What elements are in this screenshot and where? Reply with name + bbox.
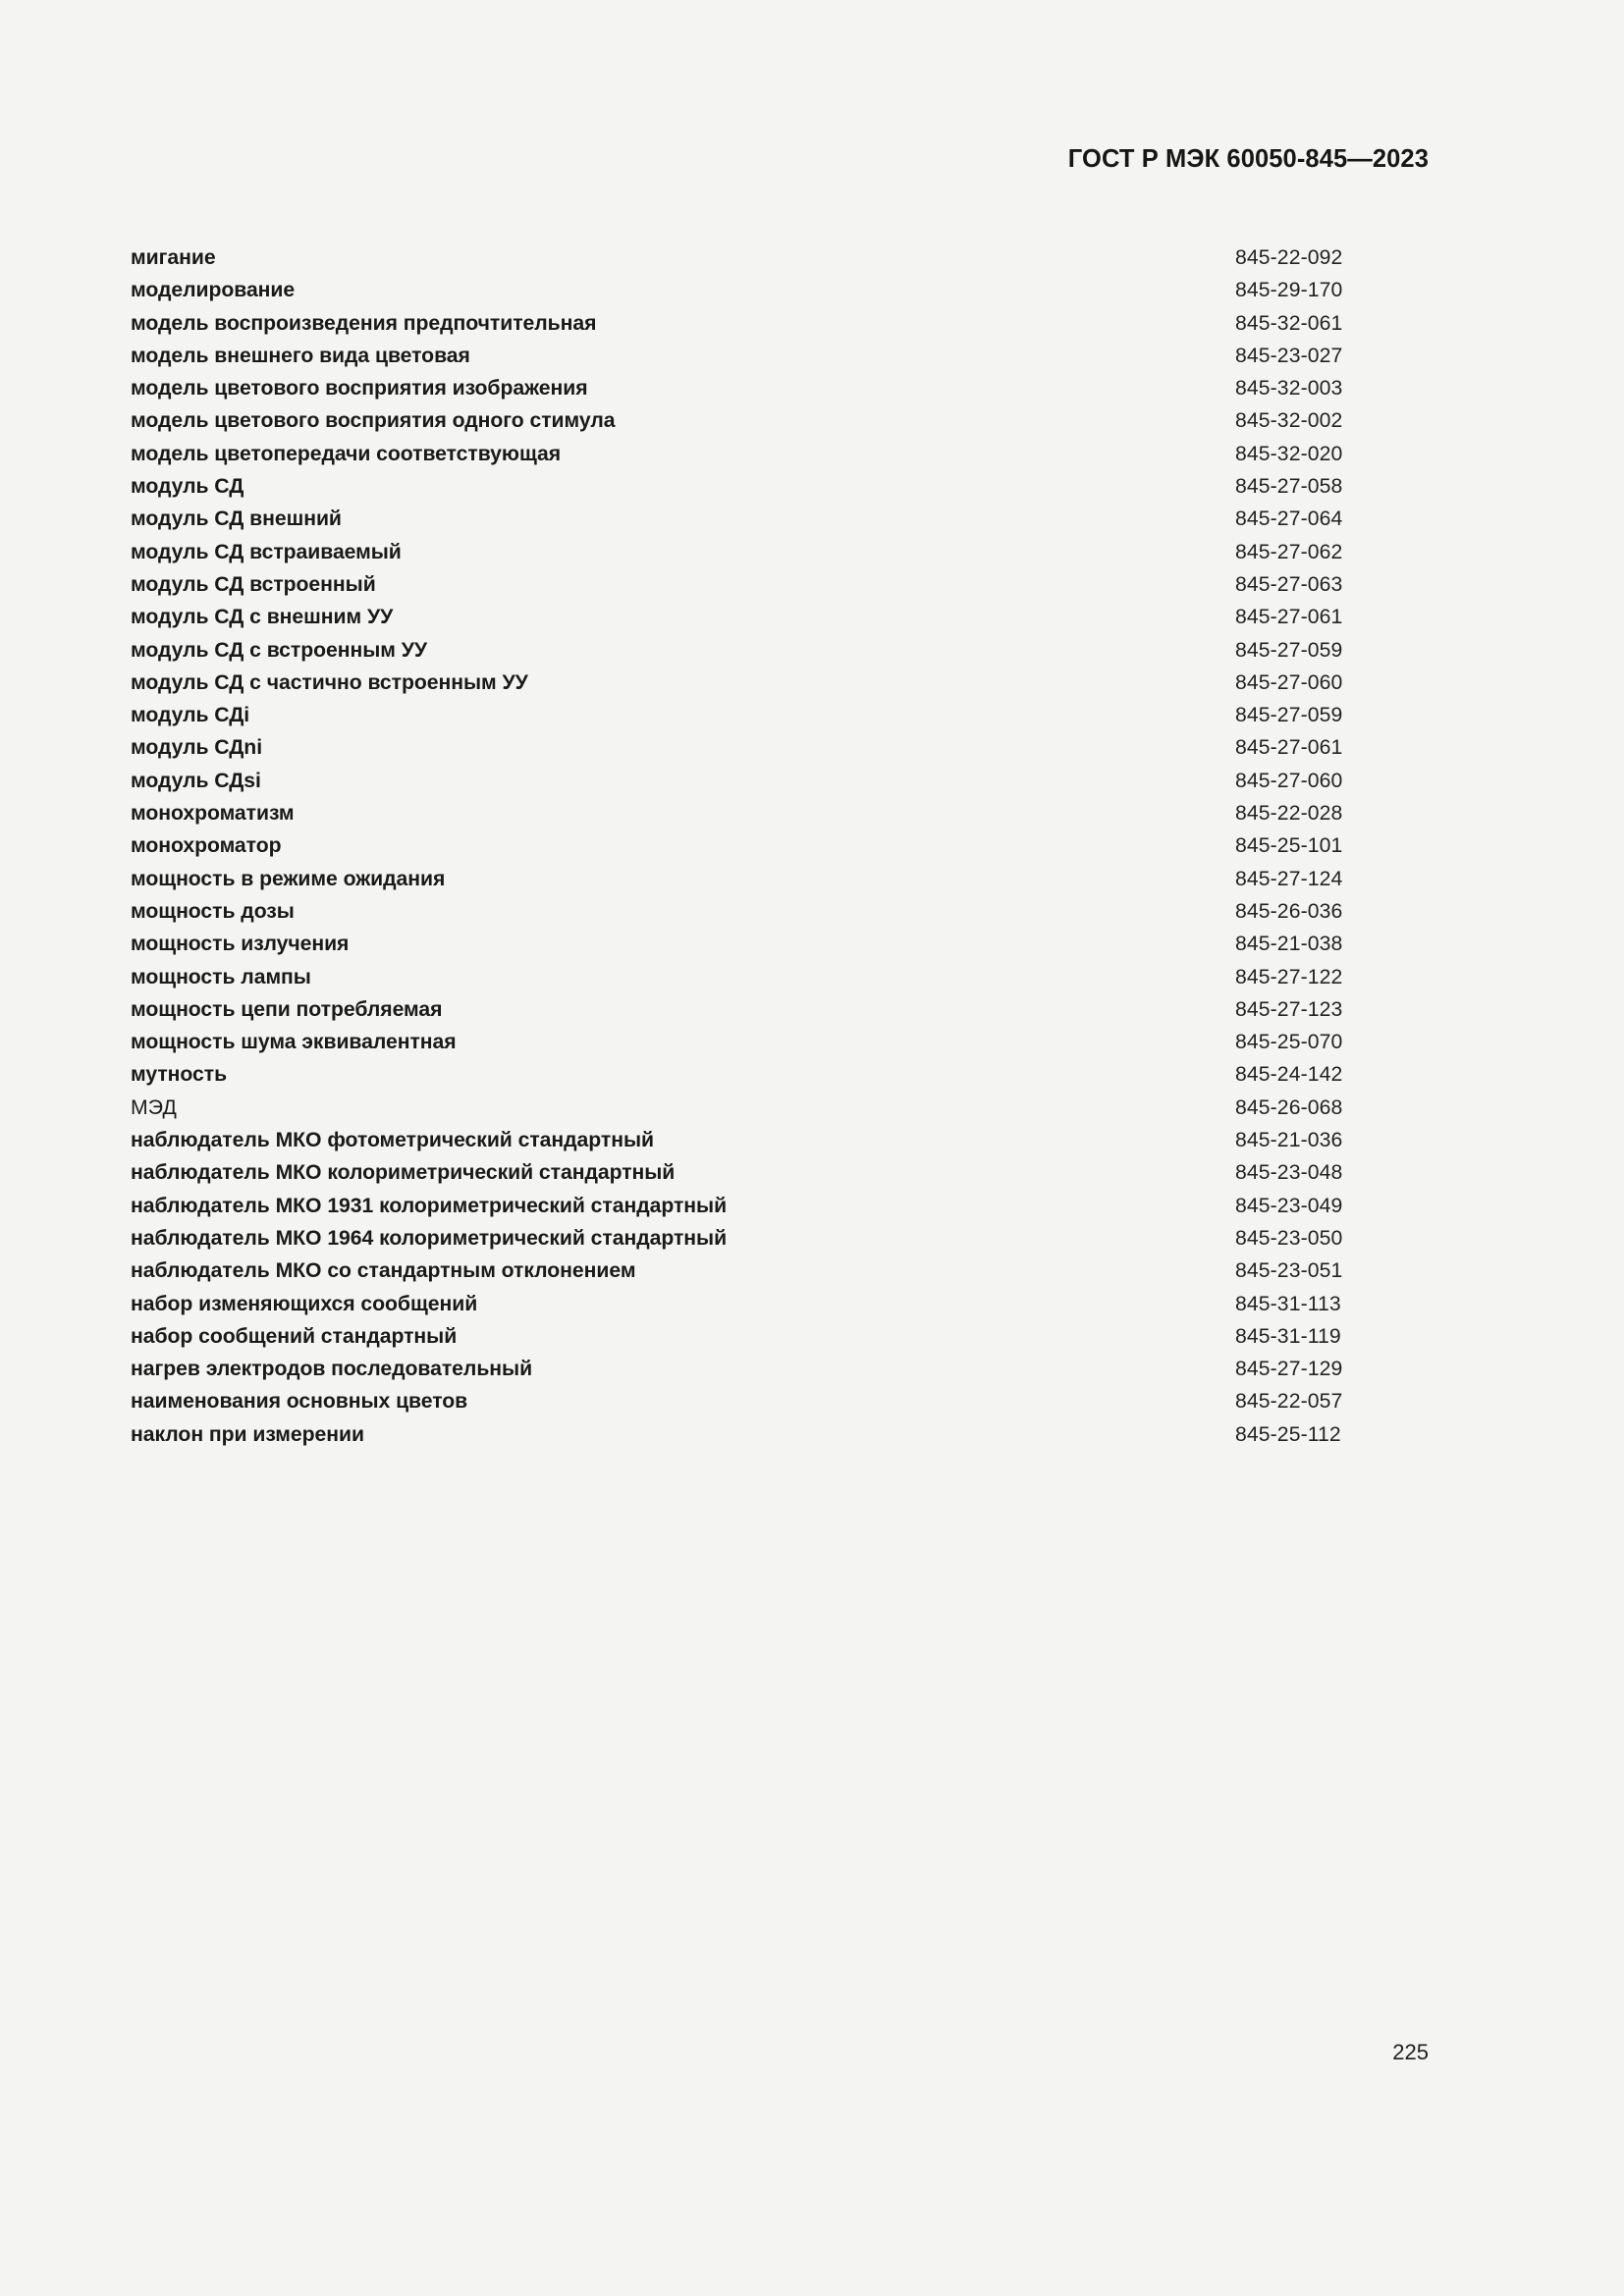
index-entry-term: модуль СД встроенный [131,572,376,596]
index-entry-reference: 845-27-059 [1235,704,1343,727]
index-entry-reference: 845-32-002 [1235,409,1343,433]
index-entry [131,1124,1429,1156]
index-entry [131,1092,1429,1124]
index-entry-term: наименования основных цветов [131,1390,468,1414]
index-entry [131,863,1429,895]
index-entry [131,340,1429,372]
index-entry-reference: 845-27-060 [1235,769,1343,792]
index-entry [131,307,1429,340]
index-entry [131,274,1429,306]
index-entry-term: нагрев электродов последовательный [131,1358,533,1381]
index-entry-reference: 845-21-036 [1235,1129,1343,1152]
index-entry [131,470,1429,503]
index-entry-reference: 845-23-049 [1235,1194,1343,1217]
index-entry [131,536,1429,568]
index-entry-reference: 845-26-068 [1235,1095,1343,1119]
index-entry [131,1320,1429,1353]
index-entry-term: мутность [131,1063,228,1087]
index-entry-reference: 845-27-124 [1235,867,1343,890]
index-entry-reference: 845-31-113 [1235,1292,1341,1315]
index-entry [131,667,1429,699]
index-entry [131,241,1429,274]
index-entry-reference: 845-25-101 [1235,834,1343,858]
index-entry [131,928,1429,960]
index-entry [131,1385,1429,1417]
index-entry-term: наблюдатель МКО колориметрический стандартный [131,1161,676,1185]
index-entry-reference: 845-27-059 [1235,638,1343,662]
index-entry-term: монохроматизм [131,802,295,826]
index-entry [131,372,1429,404]
index-entry [131,438,1429,470]
index-entry [131,1190,1429,1222]
index-entry-reference: 845-24-142 [1235,1063,1343,1087]
index-entry [131,1156,1429,1189]
index-entry-reference: 845-25-070 [1235,1031,1343,1054]
index-entry-reference: 845-22-092 [1235,246,1343,269]
index-entry-term: модуль СДi [131,704,250,727]
index-entry-reference: 845-23-050 [1235,1226,1343,1250]
index-entry-term: модель воспроизведения предпочтительная [131,311,597,335]
index-entry-reference: 845-27-123 [1235,997,1343,1021]
index-entry-reference: 845-27-129 [1235,1358,1343,1381]
index-entry [131,1058,1429,1091]
index-entry [131,634,1429,667]
index-entry-term: модуль СДni [131,736,263,760]
running-header: ГОСТ Р МЭК 60050-845—2023 [1067,145,1429,173]
index-entry-term: модуль СДsi [131,769,261,792]
index-entry-reference: 845-23-048 [1235,1161,1343,1185]
index-entry-reference: 845-25-112 [1235,1422,1341,1446]
index-entry-reference: 845-27-122 [1235,965,1343,988]
index-entry-term: модуль СД с частично встроенным УУ [131,670,528,694]
index-entry [131,503,1429,535]
index-entry [131,1255,1429,1287]
index-entry [131,1288,1429,1320]
index-entry-term: модель внешнего вида цветовая [131,344,470,367]
index-entry-term: модель цветопередачи соответствующая [131,442,562,465]
index-entry-term: набор сообщений стандартный [131,1324,458,1348]
index-entry-term: мощность цепи потребляемая [131,997,443,1021]
index-entry-term: мощность излучения [131,933,350,956]
index-entry [131,404,1429,437]
index-entry-term: мощность в режиме ожидания [131,867,446,890]
index-entry-term: модуль СД [131,475,244,499]
index-entry [131,1026,1429,1058]
index-entry-reference: 845-23-027 [1235,344,1343,367]
index-entry-reference: 845-31-119 [1235,1324,1341,1348]
index-entry-term: моделирование [131,279,296,302]
index-entry-reference: 845-27-064 [1235,507,1343,531]
index-entry [131,1222,1429,1255]
index-entry-term: модуль СД с встроенным УУ [131,638,427,662]
index-entry-term: мощность дозы [131,899,295,923]
index-entry-term: модуль СД с внешним УУ [131,606,394,629]
index-entry-term: МЭД [131,1095,177,1119]
index-entry-term: мощность шума эквивалентная [131,1031,457,1054]
index-entry-reference: 845-32-020 [1235,442,1343,465]
index-entry-reference: 845-32-061 [1235,311,1343,335]
index-entry-reference: 845-32-003 [1235,377,1343,400]
index-entry-reference: 845-27-063 [1235,572,1343,596]
index-entry [131,568,1429,601]
index-entry [131,699,1429,731]
index-entry-term: наблюдатель МКО со стандартным отклонением [131,1259,636,1283]
index-entry-term: модель цветового восприятия изображения [131,377,588,400]
index-entry-reference: 845-26-036 [1235,899,1343,923]
index-entry [131,829,1429,862]
index-entry [131,1353,1429,1385]
index-entry-term: модель цветового восприятия одного стимула [131,409,616,433]
index-entry-term: наблюдатель МКО 1931 колориметрический стандартный [131,1194,728,1217]
index-entry-reference: 845-23-051 [1235,1259,1343,1283]
index-entry [131,731,1429,764]
index-entry-term: наблюдатель МКО фотометрический стандартный [131,1129,654,1152]
index-entry [131,765,1429,797]
index-entry-term: монохроматор [131,834,282,858]
page-number: 225 [1392,2040,1429,2064]
index-entry-term: модуль СД встраиваемый [131,540,402,563]
index-entry-reference: 845-27-060 [1235,670,1343,694]
index-entry-term: наклон при измерении [131,1422,364,1446]
index-entry-term: мигание [131,246,216,269]
index-entry-term: наблюдатель МКО 1964 колориметрический стандартный [131,1226,728,1250]
index-entry-reference: 845-22-028 [1235,802,1343,826]
index-entry [131,895,1429,928]
index-entry-reference: 845-27-062 [1235,540,1343,563]
index-entry-reference: 845-27-061 [1235,736,1343,760]
index-entry [131,993,1429,1026]
index-entry [131,601,1429,633]
alphabetical-index-list [131,241,1429,1451]
index-entry-reference: 845-27-061 [1235,606,1343,629]
index-entry [131,1418,1429,1451]
index-entry-term: модуль СД внешний [131,507,342,531]
index-entry [131,961,1429,993]
index-entry-term: набор изменяющихся сообщений [131,1292,478,1315]
index-entry-reference: 845-27-058 [1235,475,1343,499]
index-entry-term: мощность лампы [131,965,311,988]
index-entry [131,797,1429,829]
index-entry-reference: 845-22-057 [1235,1390,1343,1414]
index-entry-reference: 845-29-170 [1235,279,1343,302]
index-entry-reference: 845-21-038 [1235,933,1343,956]
